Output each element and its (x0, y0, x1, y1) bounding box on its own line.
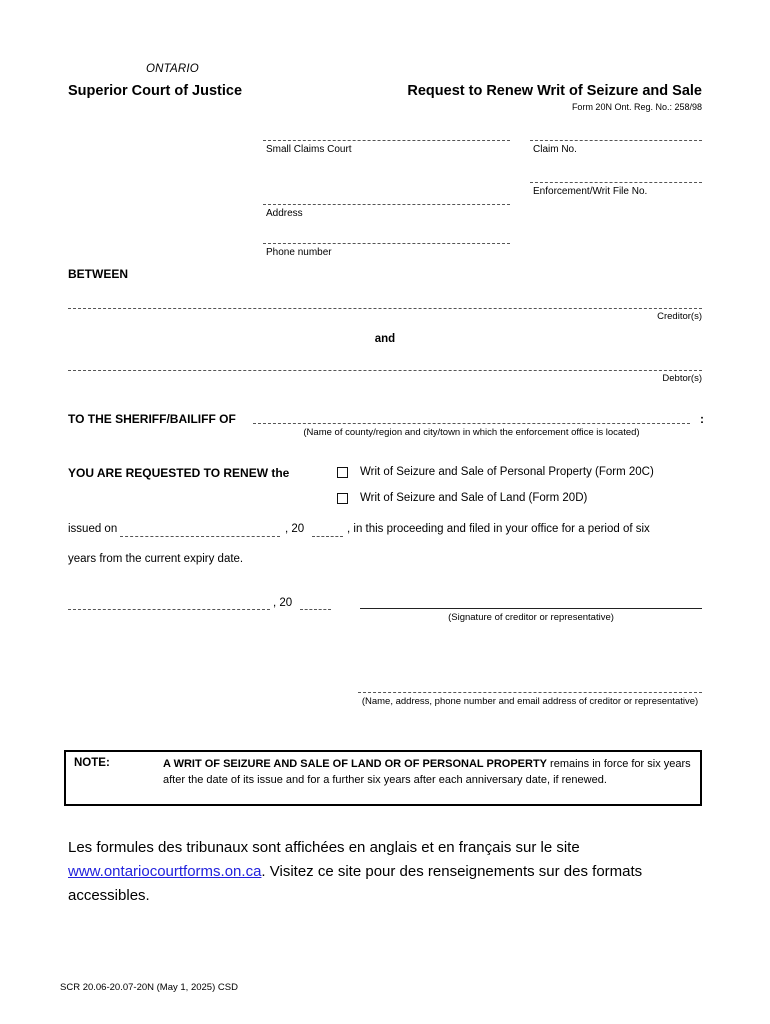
issued-on-line2: years from the current expiry date. (68, 553, 244, 565)
name-address-rule[interactable] (358, 692, 702, 693)
jurisdiction-heading: ONTARIO (146, 63, 199, 75)
creditor-caption: Creditor(s) (657, 311, 702, 322)
address-rule (263, 204, 510, 205)
french-notice (68, 836, 688, 908)
enforcement-file-no-label: Enforcement/Writ File No. (533, 186, 648, 197)
french-notice-part1: Les formules des tribunaux sont affichées en anglais et en français sur le site (68, 839, 580, 856)
address-label: Address (266, 208, 303, 219)
claim-no-rule (530, 140, 702, 141)
issued-comma-twenty: , 20 (285, 523, 305, 535)
ontario-court-forms-link[interactable]: www.ontariocourtforms.on.ca (68, 863, 262, 880)
signature-date-rule[interactable] (68, 609, 270, 610)
form-reference-text: Form 20N Ont. Reg. No.: 258/98 (571, 102, 702, 112)
signature-comma-twenty: , 20 (273, 597, 293, 609)
issued-on-prefix: issued on (68, 523, 118, 535)
checkbox-land[interactable] (337, 493, 348, 504)
note-body (163, 757, 691, 788)
issued-date-rule[interactable] (120, 536, 280, 537)
small-claims-court-label: Small Claims Court (266, 144, 352, 155)
sheriff-bailiff-label: TO THE SHERIFF/BAILIFF OF (68, 412, 236, 426)
phone-number-rule (263, 243, 510, 244)
checkbox-personal-property-label: Writ of Seizure and Sale of Personal Property (Form 20C) (360, 466, 654, 478)
sheriff-bailiff-rule (253, 423, 690, 424)
phone-number-label: Phone number (266, 247, 332, 258)
name-address-caption: (Name, address, phone number and email address of creditor or representative) (361, 696, 699, 707)
claim-no-label: Claim No. (533, 144, 577, 155)
note-emphasis: A WRIT OF SEIZURE AND SALE OF LAND OR OF PERSONAL PROPERTY (163, 758, 547, 770)
issued-year-rule[interactable] (312, 536, 343, 537)
signature-year-rule[interactable] (300, 609, 331, 610)
checkbox-personal-property[interactable] (337, 467, 348, 478)
sheriff-caption: (Name of county/region and city/town in which the enforcement office is located) (303, 427, 640, 438)
small-claims-court-rule (263, 140, 510, 141)
signature-rule[interactable] (360, 608, 702, 609)
debtor-rule (68, 370, 702, 371)
and-label: and (374, 333, 396, 345)
signature-caption: (Signature of creditor or representative) (448, 612, 614, 623)
between-label: BETWEEN (68, 267, 128, 281)
note-body-text: remains in force for six years after the date of its issue and for a further six years after each anniversary date, if renewed. (163, 758, 691, 786)
sheriff-colon: : (700, 412, 704, 426)
court-name-heading: Superior Court of Justice (68, 83, 243, 99)
issued-on-suffix: , in this proceeding and filed in your office for a period of six (347, 523, 650, 535)
checkbox-land-label: Writ of Seizure and Sale of Land (Form 20D) (360, 492, 588, 504)
creditor-rule (68, 308, 702, 309)
requested-to-renew-label: YOU ARE REQUESTED TO RENEW the (68, 466, 290, 480)
form-title-heading: Request to Renew Writ of Seizure and Sale (407, 83, 702, 99)
footer-revision-text: SCR 20.06-20.07-20N (May 1, 2025) CSD (60, 982, 238, 993)
french-notice-part2: . Visitez ce site pour des renseignements sur des formats accessibles. (68, 863, 643, 904)
debtor-caption: Debtor(s) (662, 373, 702, 384)
enforcement-file-no-rule (530, 182, 702, 183)
note-label: NOTE: (74, 757, 110, 769)
